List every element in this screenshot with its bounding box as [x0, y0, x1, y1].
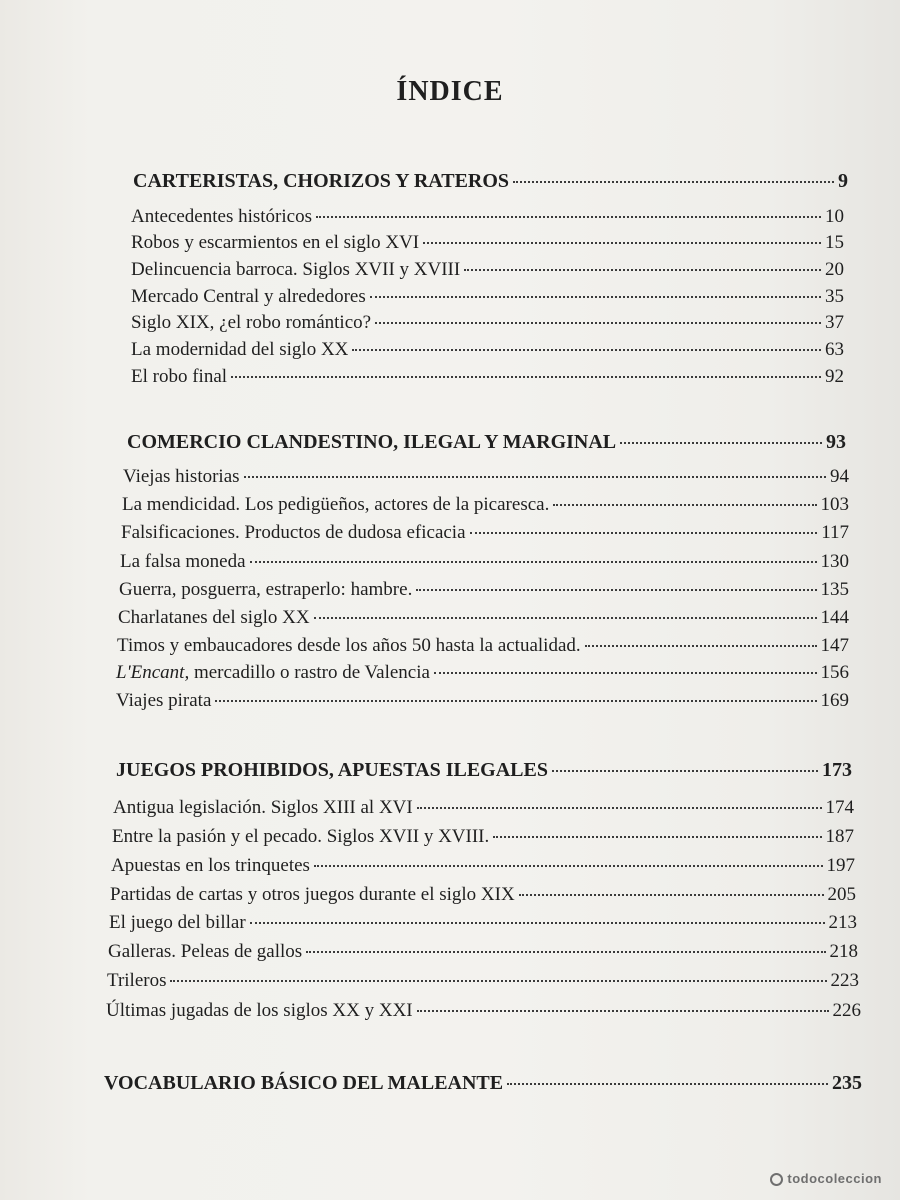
- toc-entry-label: Delincuencia barroca. Siglos XVII y XVIII: [131, 259, 461, 280]
- toc-entry: [116, 662, 849, 684]
- dot-leader: [244, 476, 826, 478]
- toc-entry-label: Entre la pasión y el pecado. Siglos XVII y XVIII.: [112, 826, 490, 847]
- page-number: 117: [821, 522, 849, 543]
- toc-entry: [120, 551, 849, 573]
- page-number: 20: [825, 259, 844, 280]
- section-heading: [116, 759, 852, 782]
- toc-entry-label-italic: L'Encant,: [116, 662, 190, 683]
- toc-entry-label: El robo final: [131, 366, 228, 387]
- toc-entry-label: Viejas historias: [123, 466, 240, 487]
- toc-entry-label: Galleras. Peleas de gallos: [108, 941, 303, 962]
- page-number: 173: [822, 759, 852, 781]
- toc-entry: [123, 466, 849, 488]
- page-number: 218: [829, 941, 858, 962]
- dot-leader: [417, 1010, 829, 1012]
- toc-entry-label: Antecedentes históricos: [131, 206, 312, 227]
- page-number: 93: [826, 431, 846, 453]
- toc-entry-label: Charlatanes del siglo XX: [118, 607, 310, 628]
- toc-entry-label: Falsificaciones. Productos de dudosa eficacia: [121, 522, 466, 543]
- page-title: ÍNDICE: [396, 76, 504, 107]
- dot-leader: [215, 700, 816, 702]
- page-number: 10: [825, 206, 844, 227]
- toc-entry: [112, 826, 854, 848]
- section-heading-label: COMERCIO CLANDESTINO, ILEGAL Y MARGINAL: [127, 431, 617, 453]
- toc-entry: [131, 232, 844, 254]
- toc-entry: [131, 366, 844, 388]
- dot-leader: [519, 894, 824, 896]
- dot-leader: [316, 216, 821, 218]
- page-number: 103: [820, 494, 849, 515]
- toc-entry-label: Timos y embaucadores desde los años 50 hasta la actualidad.: [117, 635, 581, 656]
- dot-leader: [464, 269, 821, 271]
- toc-entry-label: Guerra, posguerra, estraperlo: hambre.: [119, 579, 413, 600]
- toc-entry-label: El juego del billar: [109, 912, 246, 933]
- page-number: 223: [830, 970, 859, 991]
- dot-leader: [314, 865, 823, 867]
- watermark: [770, 1171, 882, 1186]
- dot-leader: [370, 296, 821, 298]
- toc-entry: [131, 312, 844, 334]
- page-number: 135: [820, 579, 849, 600]
- section-heading-label: CARTERISTAS, CHORIZOS Y RATEROS: [133, 170, 510, 192]
- toc-entry: [106, 1000, 861, 1022]
- page-number: 213: [828, 912, 857, 933]
- dot-leader: [470, 532, 818, 534]
- page-number: 187: [825, 826, 854, 847]
- toc-entry: [107, 970, 859, 992]
- page-number: 63: [825, 339, 844, 360]
- toc-entry: [121, 522, 849, 544]
- dot-leader: [170, 980, 826, 982]
- dot-leader: [620, 442, 822, 444]
- toc-entry: [108, 941, 858, 963]
- page-number: 144: [820, 607, 849, 628]
- toc-entry-label: Antigua legislación. Siglos XIII al XVI: [113, 797, 413, 818]
- toc-entry: [116, 690, 849, 712]
- dot-leader: [493, 836, 821, 838]
- toc-entry: [110, 884, 856, 906]
- toc-entry-label: Robos y escarmientos en el siglo XVI: [131, 232, 420, 253]
- toc-entry-label: La modernidad del siglo XX: [131, 339, 349, 360]
- page-number: 174: [825, 797, 854, 818]
- page-number: 92: [825, 366, 844, 387]
- watermark-text: todocoleccion: [787, 1171, 882, 1186]
- toc-entry-label: La mendicidad. Los pedigüeños, actores de la picaresca.: [122, 494, 550, 515]
- page-number: 9: [838, 170, 848, 192]
- dot-leader: [352, 349, 821, 351]
- section-heading: [127, 431, 846, 454]
- page-number: 37: [825, 312, 844, 333]
- section-heading: [133, 170, 848, 193]
- dot-leader: [552, 770, 818, 772]
- toc-entry: [131, 286, 844, 308]
- toc-entry: [113, 797, 854, 819]
- page-number: 197: [826, 855, 855, 876]
- dot-leader: [585, 645, 817, 647]
- toc-entry: [118, 607, 849, 629]
- toc-entry: [131, 206, 844, 228]
- toc-entry-label: Apuestas en los trinquetes: [111, 855, 310, 876]
- section-heading-label: JUEGOS PROHIBIDOS, APUESTAS ILEGALES: [116, 759, 548, 781]
- toc-entry-label: [116, 662, 430, 684]
- page-number: 130: [820, 551, 849, 572]
- toc-entry-label: Mercado Central y alrededores: [131, 286, 366, 307]
- toc-entry-label: Trileros: [107, 970, 167, 991]
- dot-leader: [306, 951, 825, 953]
- page-number: 205: [827, 884, 856, 905]
- dot-leader: [231, 376, 821, 378]
- dot-leader: [507, 1083, 828, 1085]
- toc-entry-label: Últimas jugadas de los siglos XX y XXI: [106, 1000, 413, 1021]
- page-number: 15: [825, 232, 844, 253]
- page-number: 226: [832, 1000, 861, 1021]
- page-number: 235: [832, 1072, 862, 1094]
- toc-entry: [131, 259, 844, 281]
- dot-leader: [553, 504, 816, 506]
- page-number: 147: [820, 635, 849, 656]
- toc-entry: [117, 635, 849, 657]
- toc-entry: [109, 912, 857, 934]
- toc-entry-label: Viajes pirata: [116, 690, 212, 711]
- toc-entry: [131, 339, 844, 361]
- dot-leader: [375, 322, 821, 324]
- toc-entry-label: Siglo XIX, ¿el robo romántico?: [131, 312, 372, 333]
- dot-leader: [423, 242, 821, 244]
- page-number: 156: [820, 662, 849, 683]
- dot-leader: [250, 922, 825, 924]
- page-number: 169: [820, 690, 849, 711]
- toc-entry: [122, 494, 849, 516]
- page-number: 35: [825, 286, 844, 307]
- page-number: 94: [830, 466, 849, 487]
- toc-entry-label: Partidas de cartas y otros juegos durante el siglo XIX: [110, 884, 515, 905]
- toc-entry: [119, 579, 849, 601]
- dot-leader: [314, 617, 817, 619]
- dot-leader: [250, 561, 817, 563]
- dot-leader: [513, 181, 834, 183]
- section-heading: [104, 1072, 862, 1095]
- section-heading-label: VOCABULARIO BÁSICO DEL MALEANTE: [104, 1072, 504, 1094]
- watermark-logo-icon: [770, 1173, 783, 1186]
- dot-leader: [416, 589, 816, 591]
- toc-entry: [111, 855, 855, 877]
- dot-leader: [434, 672, 817, 674]
- toc-entry-label-rest: mercadillo o rastro de Valencia: [189, 662, 430, 683]
- toc-entry-label: La falsa moneda: [120, 551, 246, 572]
- dot-leader: [417, 807, 822, 809]
